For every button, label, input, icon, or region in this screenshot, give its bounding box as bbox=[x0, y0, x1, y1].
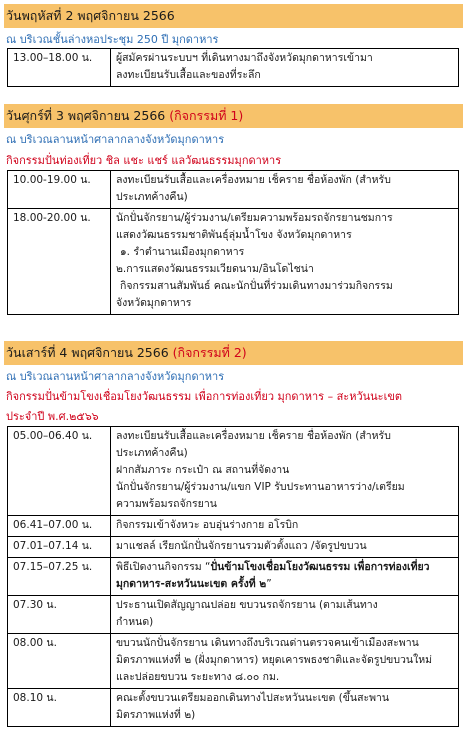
day3-title: วันเสาร์ที่ 4 พฤศจิกายน 2566 bbox=[6, 345, 173, 360]
day2-location: ณ บริเวณลานหน้าศาลากลางจังหวัดมุกดาหาร bbox=[6, 133, 225, 146]
table-row bbox=[8, 516, 459, 537]
table-row bbox=[8, 537, 459, 558]
description-line: นักปั่นจักรยาน/ผู้ร่วมงาน/เตรียมความพร้อมรถจักรยานชมการ bbox=[116, 212, 393, 224]
day3-activity-tag: (กิจกรรมที่ 2) bbox=[172, 345, 247, 360]
day3-heading bbox=[4, 341, 463, 365]
opening-prefix: พิธีเปิดงานกิจกรรม “ bbox=[116, 561, 211, 573]
day3-activity-title: กิจกรรมปั่นข้ามโขงเชื่อมโยงวัฒนธรรม เพื่อการท่องเที่ยว มุกดาหาร – สะหวันนะเขต bbox=[6, 390, 402, 403]
description-line: กิจกรรมเข้าจังหวะ อบอุ่นร่างกาย อโรบิก bbox=[116, 519, 299, 531]
time-cell: 07.15–07.25 น. bbox=[8, 558, 111, 596]
description-line: นักปั่นจักรยาน/ผู้ร่วมงาน/แขก VIP รับประทานอาหารว่าง/เตรียม bbox=[116, 481, 405, 493]
table-row bbox=[8, 689, 459, 727]
description-line: ฝากสัมภาระ กระเป๋า ณ สถานที่จัดงาน bbox=[116, 464, 290, 476]
description-line: ๒.การแสดงวัฒนธรรมเวียดนาม/อินโดไชน่า bbox=[116, 263, 314, 275]
day2-schedule-table bbox=[7, 170, 459, 315]
time-cell: 18.00-20.00 น. bbox=[8, 209, 111, 315]
description-cell bbox=[111, 634, 459, 689]
day2-activity-tag: (กิจกรรมที่ 1) bbox=[169, 108, 244, 123]
description-line: มิตรภาพแห่งที่ ๒ (ฝั่งมุกดาหาร) หยุดเคารพธงชาติและจัดรูปขบวนใหม่ bbox=[116, 654, 433, 666]
table-row bbox=[8, 427, 459, 516]
description-cell bbox=[111, 49, 459, 87]
description-line: ประเภทค้างคืน) bbox=[116, 191, 188, 203]
description-line: ลงทะเบียนรับเสื้อและเครื่องหมาย เช็คราย ชื่อห้องพัก (สำหรับ bbox=[116, 174, 391, 186]
time-cell: 07.30 น. bbox=[8, 596, 111, 634]
description-line: กิจกรรมสานสัมพันธ์ คณะนักปั่นที่ร่วมเดินทางมาร่วมกิจกรรม bbox=[120, 280, 393, 292]
description-cell bbox=[111, 516, 459, 537]
table-row bbox=[8, 49, 459, 87]
time-cell: 07.01–07.14 น. bbox=[8, 537, 111, 558]
description-line: ประธานเปิดสัญญาณปล่อย ขบวนรถจักรยาน (ตามเส้นทาง bbox=[116, 599, 378, 611]
description-cell bbox=[111, 171, 459, 209]
day3-schedule-table bbox=[7, 426, 459, 727]
description-line: แสดงวัฒนธรรมชาติพันธุ์ลุ่มน้ำโขง จังหวัดมุกดาหาร bbox=[116, 229, 352, 241]
description-line: ขบวนนักปั่นจักรยาน เดินทางถึงบริเวณด่านตรวจคนเข้าเมืองสะพาน bbox=[116, 637, 419, 649]
time-cell: 10.00-19.00 น. bbox=[8, 171, 111, 209]
day3-activity-year: ประจำปี พ.ศ.๒๕๖๖ bbox=[6, 410, 99, 423]
day2-activity-title: กิจกรรมปั่นท่องเที่ยว ชิล แชะ แชร์ แลวัฒนธรรมมุกดาหาร bbox=[6, 154, 282, 167]
description-cell bbox=[111, 689, 459, 727]
description-cell bbox=[111, 558, 459, 596]
day1-heading bbox=[4, 4, 463, 28]
description-line: ความพร้อมรถจักรยาน bbox=[116, 498, 217, 510]
day1-title: วันพฤหัสที่ 2 พฤศจิกายน 2566 bbox=[6, 8, 175, 23]
day2-heading bbox=[4, 104, 463, 128]
description-line: ลงทะเบียนรับเสื้อและของที่ระลึก bbox=[116, 69, 261, 81]
time-cell: 05.00–06.40 น. bbox=[8, 427, 111, 516]
day1-location: ณ บริเวณชั้นล่างหอประชุม 250 ปี มุกดาหาร bbox=[6, 33, 219, 46]
day1-schedule-table bbox=[7, 48, 459, 87]
description-line: มาแชลล์ เรียกนักปั่นจักรยานรวมตัวตั้งแถว /จัดรูปขบวน bbox=[116, 540, 367, 552]
table-row bbox=[8, 634, 459, 689]
event-name-bold-cont: มุกดาหาร-สะหวันนะเขต ครั้งที่ ๒ bbox=[116, 578, 267, 590]
description-cell bbox=[111, 209, 459, 315]
day2-title: วันศุกร์ที่ 3 พฤศจิกายน 2566 bbox=[6, 108, 170, 123]
time-cell: 08.00 น. bbox=[8, 634, 111, 689]
description-cell bbox=[111, 537, 459, 558]
description-line: ผู้สมัครผ่านระบบฯ ที่เดินทางมาถึงจังหวัดมุกดาหารเข้ามา bbox=[116, 52, 373, 64]
description-cell bbox=[111, 596, 459, 634]
table-row bbox=[8, 558, 459, 596]
description-line: ประเภทค้างคืน) bbox=[116, 447, 188, 459]
description-line: กำหนด) bbox=[116, 616, 154, 628]
description-line: คณะตั้งขบวนเตรียมออกเดินทางไปสะหวันนะเขต (ขึ้นสะพาน bbox=[116, 692, 390, 704]
description-line: จังหวัดมุกดาหาร bbox=[116, 297, 192, 309]
description-line: ลงทะเบียนรับเสื้อและเครื่องหมาย เช็คราย ชื่อห้องพัก (สำหรับ bbox=[116, 430, 391, 442]
description-line: ๑. รำตำนานเมืองมุกดาหาร bbox=[120, 246, 245, 258]
description-line: มิตรภาพแห่งที่ ๒) bbox=[116, 709, 196, 721]
day3-location: ณ บริเวณลานหน้าศาลากลางจังหวัดมุกดาหาร bbox=[6, 370, 225, 383]
description-cell bbox=[111, 427, 459, 516]
time-cell: 08.10 น. bbox=[8, 689, 111, 727]
table-row bbox=[8, 209, 459, 315]
table-row bbox=[8, 596, 459, 634]
table-row bbox=[8, 171, 459, 209]
description-line: และปล่อยขบวน ระยะทาง ๘.๐๐ กม. bbox=[116, 671, 280, 683]
closing-quote: ” bbox=[266, 578, 272, 590]
time-cell: 13.00–18.00 น. bbox=[8, 49, 111, 87]
time-cell: 06.41–07.00 น. bbox=[8, 516, 111, 537]
event-name-bold: ปั่นข้ามโขงเชื่อมโยงวัฒนธรรม เพื่อการท่องเที่ยว bbox=[210, 561, 430, 573]
description-line bbox=[116, 559, 453, 576]
description-line bbox=[116, 576, 453, 593]
